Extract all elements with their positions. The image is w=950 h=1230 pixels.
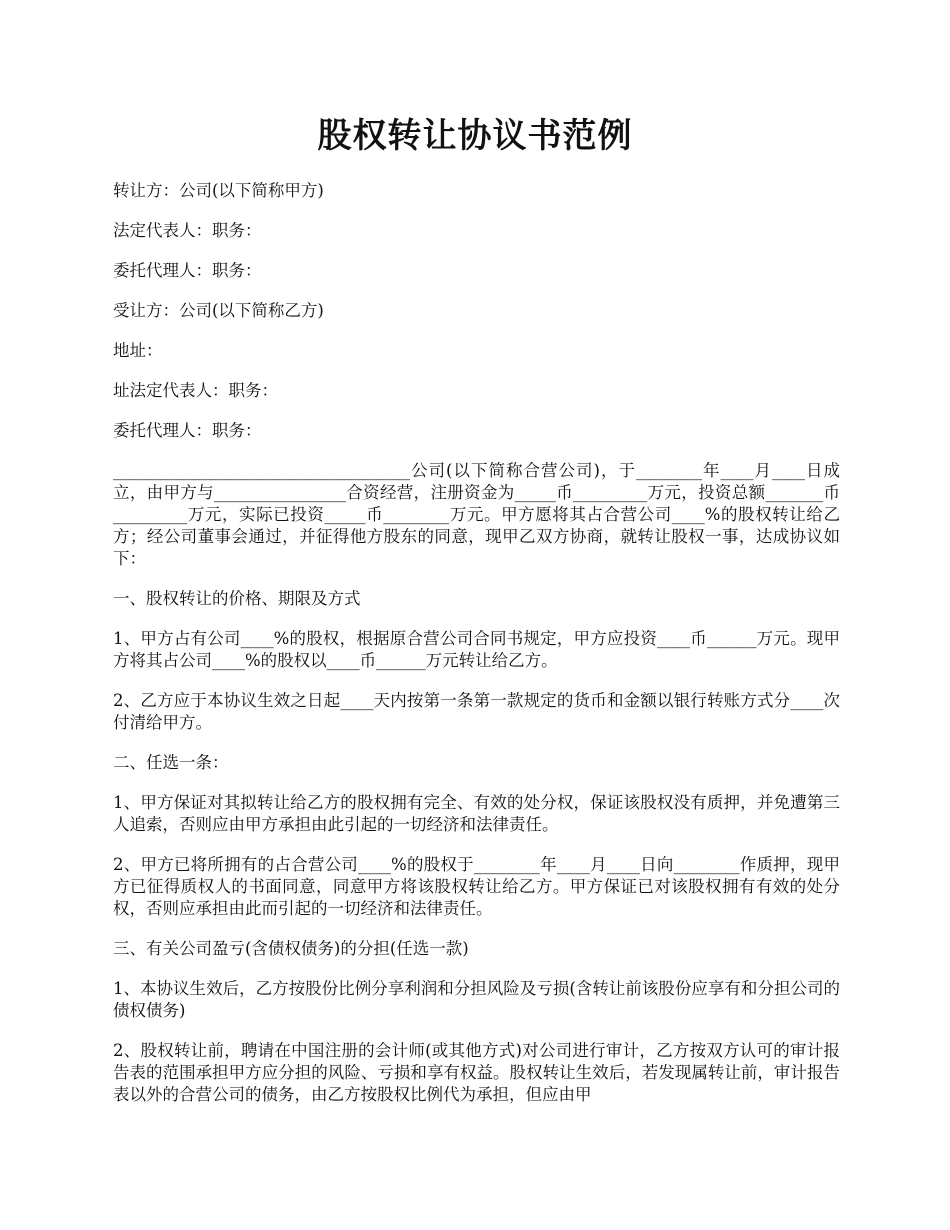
section-heading-2: 二、任选一条： bbox=[113, 753, 229, 772]
paragraph-transferee: 受让方：公司(以下简称乙方) bbox=[113, 301, 324, 320]
clause-3-1: 1、本协议生效后，乙方按股份比例分享利润和分担风险及亏损(含转让前该股份应享有和分担公司的债权债务) bbox=[113, 979, 840, 1020]
document-body bbox=[113, 180, 840, 1124]
clause-1-2: 2、乙方应于本协议生效之日起____天内按第一条第一款规定的货币和金额以银行转账方式分____次付清给甲方。 bbox=[113, 691, 840, 732]
paragraph-legal-rep-1: 法定代表人：职务： bbox=[113, 221, 262, 240]
paragraph-address: 地址： bbox=[113, 341, 163, 360]
clause-2-1: 1、甲方保证对其拟转让给乙方的股权拥有完全、有效的处分权，保证该股权没有质押，并免遭第三人追索，否则应由甲方承担由此引起的一切经济和法律责任。 bbox=[113, 793, 840, 834]
clause-3-2: 2、股权转让前，聘请在中国注册的会计师(或其他方式)对公司进行审计，乙方按双方认可的审计报告表的范围承担甲方应分担的风险、亏损和享有权益。股权转让生效后，若发现属转让前，审计报告表以外的合营公司的债务，由乙方按股权比例代为承担，但应由甲 bbox=[113, 1041, 840, 1104]
section-heading-1: 一、股权转让的价格、期限及方式 bbox=[113, 589, 361, 608]
paragraph-legal-rep-2: 址法定代表人：职务： bbox=[113, 381, 278, 400]
clause-1-1: 1、甲方占有公司____%的股权，根据原合营公司合同书规定，甲方应投资____币______万元。现甲方将其占公司____%的股权以____币______万元转让给乙方。 bbox=[113, 629, 840, 670]
paragraph-agent-2: 委托代理人：职务： bbox=[113, 421, 262, 440]
paragraph-preamble: ____________________________________公司(以下简称合营公司)，于________年____月____日成立，由甲方与________________合资经营，注册资金为_____币_________万元，投资总额_______币_________万元，实际已投资_____币________万元。甲方愿将其占合营公司____%的股权转让给乙方；经公司董事会通过，并征得他方股东的同意，现甲乙双方协商，就转让股权一事，达成协议如下： bbox=[113, 461, 840, 568]
document-title: 股权转让协议书范例 bbox=[317, 116, 633, 156]
paragraph-agent-1: 委托代理人：职务： bbox=[113, 261, 262, 280]
paragraph-transferor: 转让方：公司(以下简称甲方) bbox=[113, 181, 324, 200]
clause-2-2: 2、甲方已将所拥有的占合营公司____%的股权于________年____月____日向________作质押，现甲方已征得质权人的书面同意，同意甲方将该股权转让给乙方。甲方保证已对该股权拥有有效的处分权，否则应承担由此而引起的一切经济和法律责任。 bbox=[113, 855, 840, 918]
section-heading-3: 三、有关公司盈亏(含债权债务)的分担(任选一款) bbox=[113, 939, 469, 958]
